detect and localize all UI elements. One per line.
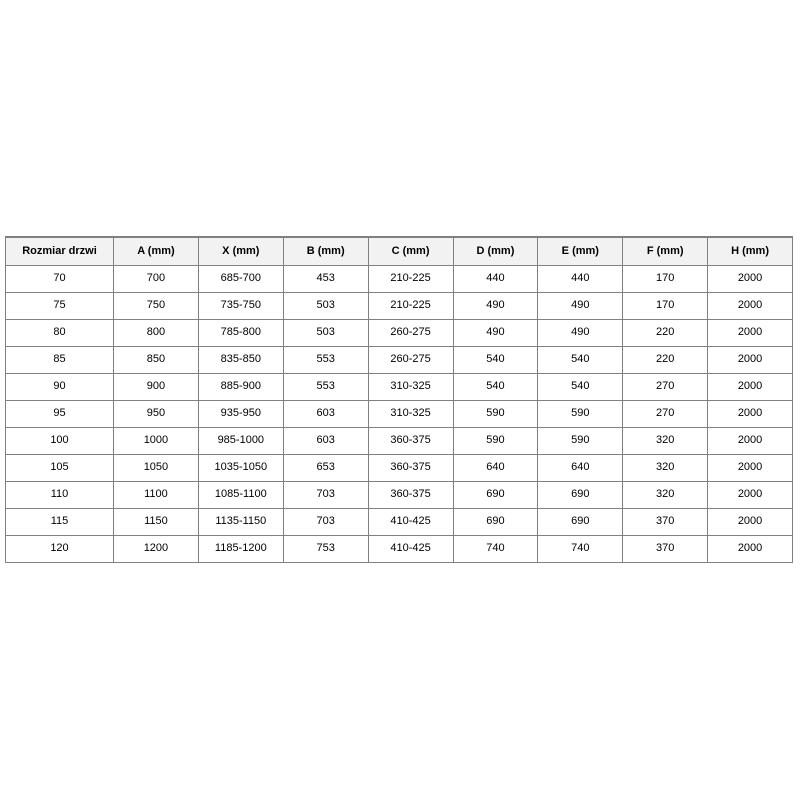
column-header: B (mm) [283, 237, 368, 265]
column-header: X (mm) [198, 237, 283, 265]
table-cell: 2000 [708, 265, 793, 292]
table-cell: 540 [538, 373, 623, 400]
table-cell: 1000 [114, 427, 199, 454]
table-cell: 2000 [708, 427, 793, 454]
table-cell: 1150 [114, 508, 199, 535]
table-cell: 540 [453, 373, 538, 400]
table-cell: 590 [538, 427, 623, 454]
table-body [6, 265, 793, 562]
table-cell: 70 [6, 265, 114, 292]
table-row [6, 427, 793, 454]
column-header: A (mm) [114, 237, 199, 265]
table-cell: 360-375 [368, 454, 453, 481]
table-cell: 590 [453, 427, 538, 454]
table-cell: 1035-1050 [198, 454, 283, 481]
table-row [6, 454, 793, 481]
table-cell: 260-275 [368, 346, 453, 373]
table-cell: 690 [538, 508, 623, 535]
table-cell: 95 [6, 400, 114, 427]
table-row [6, 346, 793, 373]
table-cell: 1085-1100 [198, 481, 283, 508]
table-cell: 370 [623, 508, 708, 535]
table-cell: 900 [114, 373, 199, 400]
table-cell: 640 [453, 454, 538, 481]
table-cell: 310-325 [368, 400, 453, 427]
table-cell: 553 [283, 346, 368, 373]
table-cell: 690 [453, 508, 538, 535]
table-cell: 360-375 [368, 481, 453, 508]
table-row [6, 400, 793, 427]
table-row [6, 481, 793, 508]
table-cell: 490 [453, 319, 538, 346]
table-cell: 740 [453, 535, 538, 562]
table-cell: 653 [283, 454, 368, 481]
table-cell: 603 [283, 400, 368, 427]
table-cell: 740 [538, 535, 623, 562]
table-row [6, 265, 793, 292]
table-cell: 90 [6, 373, 114, 400]
table-cell: 490 [538, 319, 623, 346]
table-cell: 210-225 [368, 265, 453, 292]
table-cell: 2000 [708, 481, 793, 508]
table-cell: 735-750 [198, 292, 283, 319]
table-cell: 2000 [708, 319, 793, 346]
table-cell: 320 [623, 427, 708, 454]
table-row [6, 508, 793, 535]
table-cell: 835-850 [198, 346, 283, 373]
table-cell: 785-800 [198, 319, 283, 346]
table-cell: 590 [538, 400, 623, 427]
header-row [6, 237, 793, 265]
table-cell: 1200 [114, 535, 199, 562]
table-cell: 700 [114, 265, 199, 292]
table-row [6, 535, 793, 562]
table-cell: 1135-1150 [198, 508, 283, 535]
table-row [6, 319, 793, 346]
table-cell: 800 [114, 319, 199, 346]
table-cell: 1185-1200 [198, 535, 283, 562]
table-cell: 210-225 [368, 292, 453, 319]
table-cell: 2000 [708, 373, 793, 400]
column-header: Rozmiar drzwi [6, 237, 114, 265]
table-cell: 540 [538, 346, 623, 373]
table-cell: 440 [538, 265, 623, 292]
table-cell: 503 [283, 319, 368, 346]
table-cell: 590 [453, 400, 538, 427]
table-cell: 270 [623, 400, 708, 427]
table-cell: 490 [538, 292, 623, 319]
table-cell: 503 [283, 292, 368, 319]
table-cell: 2000 [708, 454, 793, 481]
table-cell: 935-950 [198, 400, 283, 427]
table-cell: 170 [623, 292, 708, 319]
table-cell: 685-700 [198, 265, 283, 292]
table-row [6, 373, 793, 400]
table-cell: 950 [114, 400, 199, 427]
table-row [6, 292, 793, 319]
table-cell: 2000 [708, 346, 793, 373]
table-cell: 2000 [708, 400, 793, 427]
table-cell: 750 [114, 292, 199, 319]
table-cell: 270 [623, 373, 708, 400]
table-cell: 220 [623, 346, 708, 373]
table-cell: 1050 [114, 454, 199, 481]
table-cell: 220 [623, 319, 708, 346]
table-cell: 100 [6, 427, 114, 454]
table-cell: 850 [114, 346, 199, 373]
table-cell: 75 [6, 292, 114, 319]
column-header: H (mm) [708, 237, 793, 265]
table-cell: 105 [6, 454, 114, 481]
table-cell: 410-425 [368, 535, 453, 562]
table-cell: 703 [283, 481, 368, 508]
table-cell: 260-275 [368, 319, 453, 346]
table-cell: 120 [6, 535, 114, 562]
table-cell: 753 [283, 535, 368, 562]
table-cell: 885-900 [198, 373, 283, 400]
table-cell: 2000 [708, 535, 793, 562]
table-cell: 80 [6, 319, 114, 346]
column-header: F (mm) [623, 237, 708, 265]
table-cell: 690 [453, 481, 538, 508]
table-cell: 320 [623, 481, 708, 508]
column-header: D (mm) [453, 237, 538, 265]
table-cell: 640 [538, 454, 623, 481]
table-cell: 170 [623, 265, 708, 292]
table-cell: 110 [6, 481, 114, 508]
table-cell: 85 [6, 346, 114, 373]
column-header: E (mm) [538, 237, 623, 265]
table-cell: 453 [283, 265, 368, 292]
table-cell: 553 [283, 373, 368, 400]
table-cell: 690 [538, 481, 623, 508]
table-cell: 440 [453, 265, 538, 292]
table-cell: 2000 [708, 292, 793, 319]
table-cell: 370 [623, 535, 708, 562]
table-cell: 2000 [708, 508, 793, 535]
door-dimensions-table [5, 236, 793, 563]
table-cell: 540 [453, 346, 538, 373]
column-header: C (mm) [368, 237, 453, 265]
table-cell: 410-425 [368, 508, 453, 535]
table-cell: 115 [6, 508, 114, 535]
table-cell: 360-375 [368, 427, 453, 454]
table-cell: 985-1000 [198, 427, 283, 454]
table-cell: 310-325 [368, 373, 453, 400]
table-cell: 1100 [114, 481, 199, 508]
table-cell: 603 [283, 427, 368, 454]
table-cell: 320 [623, 454, 708, 481]
table-head [6, 237, 793, 265]
table-cell: 703 [283, 508, 368, 535]
table-cell: 490 [453, 292, 538, 319]
